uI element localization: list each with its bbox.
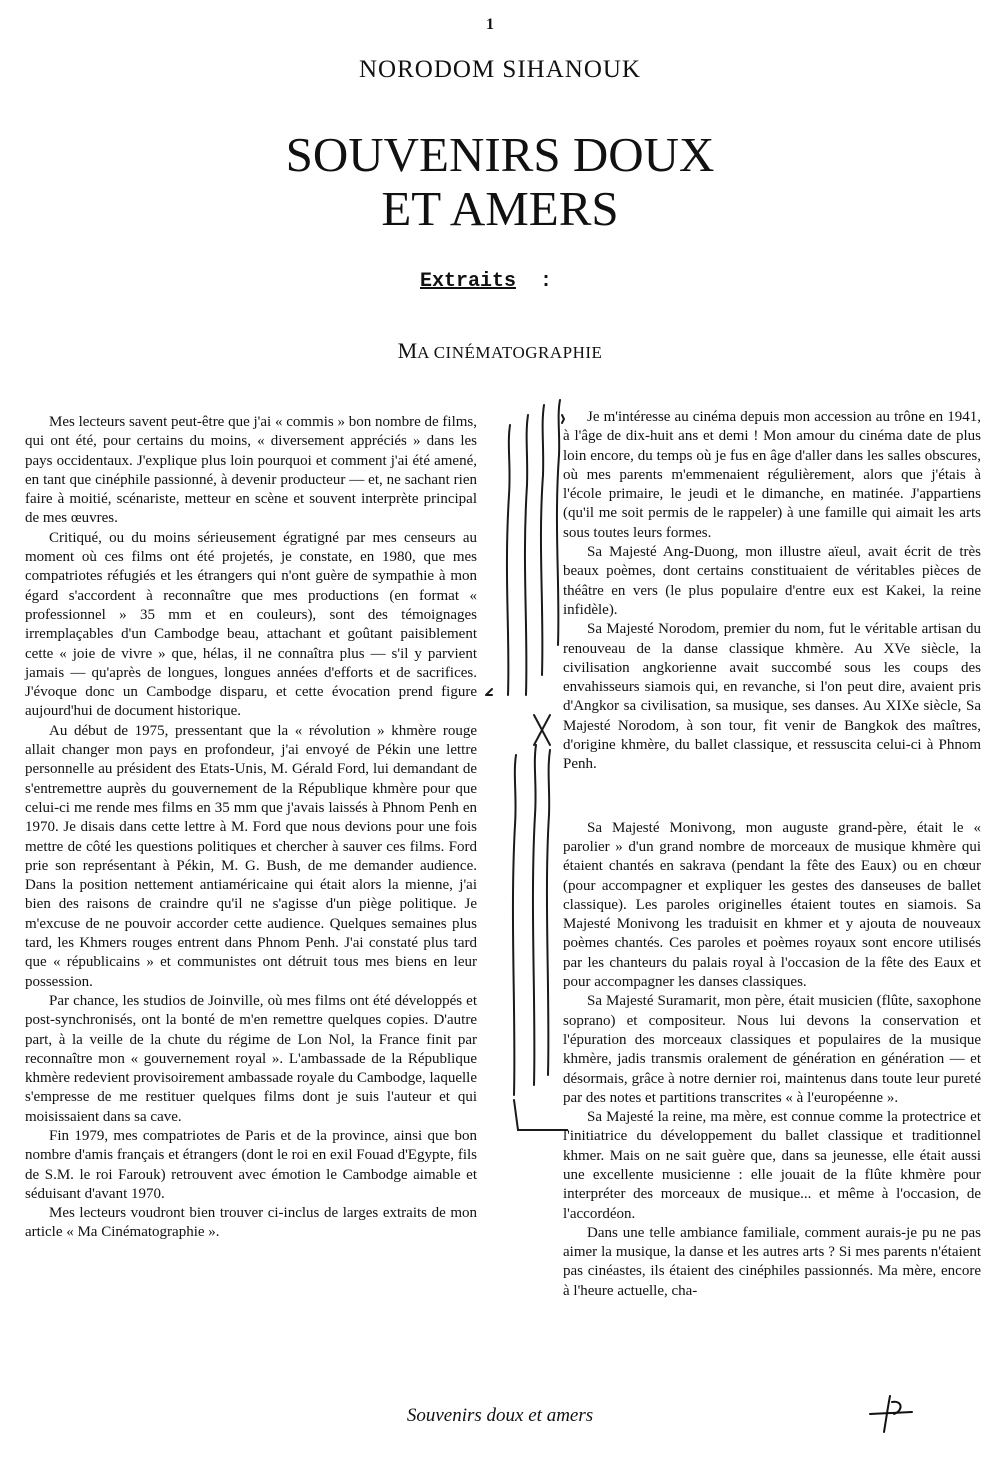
handwriting-stroke [534,715,550,745]
section-heading [0,338,1000,364]
right-paragraph: Je m'intéresse au cinéma depuis mon accession au trône en 1941, à l'âge de dix-huit ans et demi ! Mon amour du cinéma date de plus loin encore, du temps où je fus en âge d'aller dans les salles obscures, où mes parents m'emmenaient régulièrement, alors que j'étais à l'école primaire, le jeudi et le dimanche, en matinée. J'appartiens (qu'il me soit permis de le rappeler) à une famille qui aimait les arts sous toutes leurs formes. [563,409,981,541]
document-title [0,128,1000,236]
right-paragraph: Sa Majesté Monivong, mon auguste grand-père, était le « parolier » d'un grand nombre de morceaux de musique khmère qui étaient chantés en sakrava (pendant la fête des Eaux) ou en chœur (pour accompagner et expliquer les gestes des danseuses de ballet classique). Les paroles originelles étaient toutes en siamois. Sa Majesté Monivong les traduisit en khmer et y ajouta de nouveaux poèmes chantés. Ces paroles et poèmes royaux sont encore utilisés par les chanteurs du palais royal à l'occasion de la fête des Eaux et pour accompagner les danses classiques. [563,819,981,991]
section-heading-cap: M [397,338,418,363]
extraits-heading [420,270,552,293]
left-paragraph: Fin 1979, mes compatriotes de Paris et de la province, ainsi que bon nombre d'amis français et étrangers (dont le roi en exil Fouad d'Egypte, fils de S.M. le roi Farouk) retrouvent avec émotion le Cambodge aimable et séduisant d'avant 1970. [25,1127,477,1202]
handwriting-stroke [557,400,560,645]
page-number: 1 [486,16,494,33]
title-line-1: SOUVENIRS DOUX [285,127,715,182]
column-gap [563,775,981,819]
handwritten-signature [866,1392,916,1436]
author-name: NORODOM SIHANOUK [359,56,641,83]
section-heading-rest: A CINÉMATOGRAPHIE [417,343,603,362]
handwriting-stroke [514,1100,568,1130]
footer-title: Souvenirs doux et amers [406,1405,594,1426]
handwriting-stroke [533,745,536,1085]
left-paragraph: Mes lecteurs voudront bien trouver ci-inclus de larges extraits de mon article « Ma Cinématographie ». [25,1205,477,1241]
left-paragraph: Par chance, les studios de Joinville, où mes films ont été développés et post-synchronisés, ont la bonté de m'en remettre quelques copies. D'autre part, à la veille de la chute du régime de Lon Nol, la France finit par reconnaître mon « gouvernement royal ». L'ambassade de la République khmère redevient provisoirement ambassade royale du Cambodge, laquelle s'empresse de me restituer quelques films dont je suis l'auteur et qui moisissaient dans sa cave. [25,992,477,1125]
handwriting-stroke [525,415,528,695]
right-paragraph: Sa Majesté Ang-Duong, mon illustre aïeul, avait écrit de très beaux poèmes, dont certains constituaient de véritables pièces de théâtre en vers (le plus populaire d'entre eux est Kakei, la reine infidèle). [563,544,981,618]
left-paragraph: Critiqué, ou du moins sérieusement égratigné par mes censeurs au moment où ces films ont été projetés, je constate, en 1980, que mes compatriotes réfugiés et les étrangers qui n'ont guère de sympathie à mon égard s'accordent à reconnaître que mes productions (en format « professionnel » 35 mm et en couleurs), sont des témoignages irremplaçables d'un Cambodge beau, attachant et goûtant paisiblement cette « joie de vivre » que, hélas, il ne connaîtra plus — s'il y parvient jamais — qu'après de longues, longues années d'efforts et de sacrifices. J'évoque donc un Cambodge disparu, et cette évocation prend figure aujourd'hui de document historique. [25,529,477,720]
handwriting-stroke [513,755,516,1095]
handwriting-stroke [507,425,510,695]
right-paragraph: Sa Majesté Suramarit, mon père, était musicien (flûte, saxophone soprano) et compositeur. Nous lui devons la conservation et l'épuration des morceaux classiques et populaires de la musique khmère, jadis transmis oralement de génération en génération — et désormais, grâce à notre dernier roi, maintenus dans toute leur pureté par des notes et partitions transcrites « à l'européenne ». [563,993,981,1106]
title-line-2: ET AMERS [381,181,619,236]
right-paragraph: Sa Majesté la reine, ma mère, est connue comme la protectrice et l'initiatrice du développement du ballet classique et traditionnel khmer. Mais on ne sait guère que, dans sa jeunesse, elle était aussi une excellente musicienne : elle jouait de la flûte khmère pour interpréter des morceaux de musique... et même à l'occasion, de l'accordéon. [563,1109,981,1222]
handwriting-stroke [541,405,544,675]
extraits-label: Extraits [420,270,517,293]
handwriting-stroke [547,750,550,1075]
left-column [25,413,477,1243]
right-paragraph: Dans une telle ambiance familiale, comment aurais-je pu ne pas aimer la musique, la danse et les autres arts ? Si mes parents n'étaient pas cinéastes, ils étaient des cinéphiles passionnés. Ma mère, encore à l'heure actuelle, cha- [563,1224,981,1299]
right-paragraph: Sa Majesté Norodom, premier du nom, fut le véritable artisan du renouveau de la danse classique khmère. Au XVe siècle, la civilisation angkorienne avait succombé sous les coups des envahisseurs siamois qui, en revanche, si l'on peut dire, avaient pris d'Angkor sa civilisation, sa musique, ses danses. Au XIXe siècle, Sa Majesté Norodom, à son tour, fit venir de Bangkok des maîtres, d'origine khmère, du ballet classique, et ressuscita celui-ci à Phnom Penh. [563,621,981,773]
handwriting-stroke [486,689,492,695]
right-column [563,408,981,1301]
extraits-colon: : [540,270,553,293]
signature-stroke [870,1412,912,1414]
left-paragraph: Mes lecteurs savent peut-être que j'ai « commis » bon nombre de films, qui ont été, pour certains du moins, « diversement appréciés » dans les pays occidentaux. J'explique plus loin pourquoi et comment j'ai été amené, en tant que cinéphile passionné, à devenir producteur — et, ne sachant rien faire à moitié, scénariste, metteur en scène et souvent interprète principal de mes œuvres. [25,414,478,527]
handwritten-annotation [478,395,568,1135]
left-paragraph: Au début de 1975, pressentant que la « révolution » khmère rouge allait changer mon pays en profondeur, j'ai envoyé de Pékin une lettre personnelle au président des Etats-Unis, M. Gérald Ford, lui demandant de s'entremettre auprès du gouvernement de la République khmère pour que celui-ci me rende mes films en 35 mm que j'avais laissés à Phnom Penh en 1970. Je disais dans cette lettre à M. Ford que nous devions pour une fois mettre de côté les questions politiques et chercher à sauver ces films. Ford prie son représentant à Pékin, M. G. Bush, de me demander audience. Dans la position nettement antiaméricaine qui était alors la mienne, j'ai bien des raisons de craindre qu'il ne s'agisse d'un piège politique. Je m'excuse de ne pouvoir accorder cette audience. Quelques semaines plus tard, les Khmers rouges entrent dans Phnom Penh. J'ai constaté plus tard que « républicains » et communistes ont détruit tous mes biens en leur possession. [25,722,477,990]
